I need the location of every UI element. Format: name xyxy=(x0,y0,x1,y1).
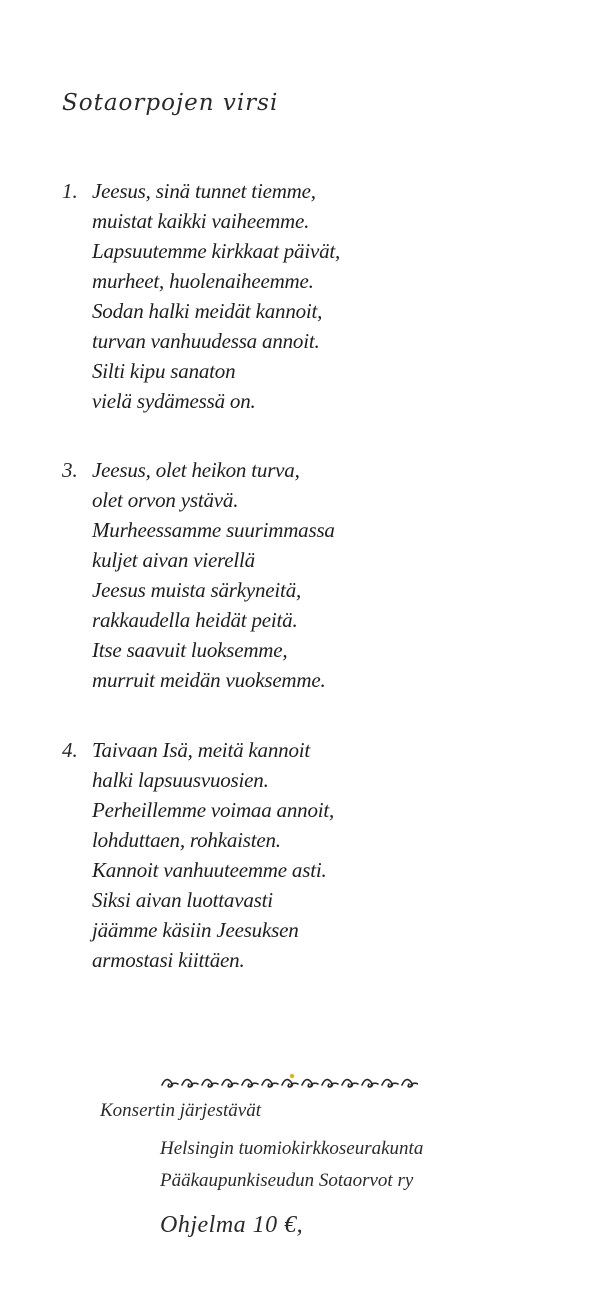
verse-line: muistat kaikki vaiheemme. xyxy=(92,209,310,233)
verse-line: armostasi kiittäen. xyxy=(92,948,245,972)
scroll-ornament-mark xyxy=(162,1080,178,1087)
scroll-ornament-mark xyxy=(342,1080,358,1087)
verse-number: 4. xyxy=(62,738,78,762)
verse-line: Sodan halki meidät kannoit, xyxy=(92,299,323,323)
verse-line: lohduttaen, rohkaisten. xyxy=(92,828,281,852)
verse-line: murheet, huolenaiheemme. xyxy=(92,269,314,293)
verse-line: halki lapsuusvuosien. xyxy=(92,768,269,792)
verse-line: Siksi aivan luottavasti xyxy=(92,888,273,912)
verse-line: Lapsuutemme kirkkaat päivät, xyxy=(92,239,341,263)
verse-1 xyxy=(62,176,340,416)
organizer-name: Helsingin tuomiokirkkoseurakunta xyxy=(160,1138,424,1159)
verse-line: murruit meidän vuoksemme. xyxy=(92,668,326,692)
verse-line: vielä sydämessä on. xyxy=(92,389,256,413)
scroll-ornament-mark xyxy=(302,1080,318,1087)
scroll-ornament-mark xyxy=(282,1080,298,1087)
verse-line: Jeesus, olet heikon turva, xyxy=(92,458,300,482)
verse-line: Jeesus, sinä tunnet tiemme, xyxy=(92,179,316,203)
scroll-ornament-mark xyxy=(202,1080,218,1087)
page-title: Sotaorpojen virsi xyxy=(62,90,279,116)
verse-line: kuljet aivan vierellä xyxy=(92,548,255,572)
scroll-ornament-mark xyxy=(362,1080,378,1087)
verse-line: Kannoit vanhuuteemme asti. xyxy=(92,858,327,882)
verse-line: rakkaudella heidät peitä. xyxy=(92,608,298,632)
scroll-ornament-mark xyxy=(182,1080,198,1087)
verse-3 xyxy=(62,455,335,695)
verse-line: Silti kipu sanaton xyxy=(92,359,236,383)
organizers-label: Konsertin järjestävät xyxy=(100,1100,261,1121)
verse-number: 1. xyxy=(62,179,78,203)
verse-line: Murheessamme suurimmassa xyxy=(92,518,335,542)
program-price: Ohjelma 10 €, xyxy=(160,1212,304,1238)
scroll-ornament-mark xyxy=(382,1080,398,1087)
verse-line: olet orvon ystävä. xyxy=(92,488,239,512)
scroll-ornament-mark xyxy=(402,1080,418,1087)
decorative-ornament-divider xyxy=(158,1072,418,1092)
verse-line: turvan vanhuudessa annoit. xyxy=(92,329,320,353)
ornament-accent-dot xyxy=(290,1074,294,1078)
verse-line: Taivaan Isä, meitä kannoit xyxy=(92,738,311,762)
verse-line: Itse saavuit luoksemme, xyxy=(92,638,288,662)
verse-number: 3. xyxy=(62,458,78,482)
verse-line: Perheillemme voimaa annoit, xyxy=(92,798,335,822)
verse-4 xyxy=(62,735,334,975)
verse-line: jäämme käsiin Jeesuksen xyxy=(92,918,299,942)
scroll-ornament-mark xyxy=(322,1080,338,1087)
scroll-ornament-mark xyxy=(262,1080,278,1087)
scroll-ornament-mark xyxy=(242,1080,258,1087)
verse-line: Jeesus muista särkyneitä, xyxy=(92,578,302,602)
scroll-ornament-mark xyxy=(222,1080,238,1087)
organizer-name: Pääkaupunkiseudun Sotaorvot ry xyxy=(160,1170,414,1191)
